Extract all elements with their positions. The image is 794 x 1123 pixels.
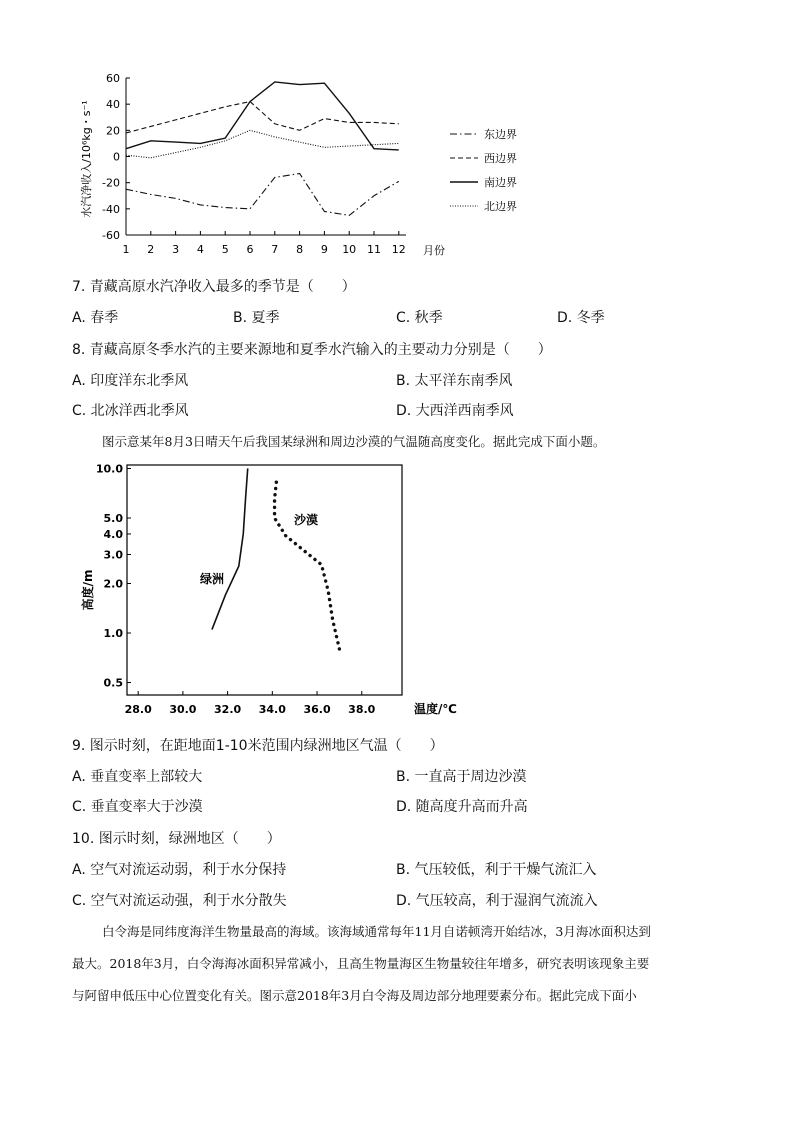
chart1-xtick-label: 10 [342,243,357,256]
chart1-xtick-label: 11 [367,243,381,256]
q7-option-b[interactable]: B. 夏季 [233,310,280,326]
chart2-xtick-label: 34.0 [258,703,286,716]
q10-option-c[interactable]: C. 空气对流运动强，利于水分散失 [72,893,287,909]
q8-option-d[interactable]: D. 大西洋西南季风 [396,403,514,419]
q7-option-a[interactable]: A. 春季 [72,310,119,326]
series-south-boundary [126,82,399,150]
chart2-ytick-label: 3.0 [103,548,123,562]
chart1-xtick-label: 8 [296,243,304,256]
q10-option-a[interactable]: A. 空气对流运动弱，利于水分保持 [72,862,287,878]
series-west-boundary [126,102,399,133]
chart2-frame [127,465,402,695]
legend-north-boundary: 北边界 [484,200,517,213]
chart1-xtick-label: 9 [320,243,328,256]
chart1-xtick-label: 3 [172,243,180,256]
legend-west-boundary: 西边界 [484,152,517,165]
chart1-xtick-label: 12 [391,243,406,256]
intro-oasis: 图示意某年8月3日晴天午后我国某绿洲和周边沙漠的气温随高度变化。据此完成下面小题。 [102,434,606,449]
chart2-xtick-label: 38.0 [348,703,376,716]
q9-option-a[interactable]: A. 垂直变率上部较大 [72,769,203,785]
chart2-ytick-label: 10.0 [95,462,123,476]
q7-option-d[interactable]: D. 冬季 [557,310,605,326]
chart1-ytick-label: -60 [102,229,120,242]
question-10: 10. 图示时刻，绿洲地区（ ） [72,831,281,847]
bering-paragraph-line3: 与阿留申低压中心位置变化有关。图示意2018年3月白令海及周边部分地理要素分布。据此完成下面小 [72,988,637,1003]
desert-label: 沙漠 [294,513,319,527]
oasis-label: 绿洲 [200,572,225,586]
series-desert [275,478,340,649]
chart2-ylabel: 高度/m [81,569,95,611]
q10-option-b[interactable]: B. 气压较低，利于干燥气流汇入 [396,862,597,878]
chart2-xlabel: 温度/℃ [414,702,457,716]
chart1-ytick-label: -40 [102,202,120,216]
chart2-ytick-label: 4.0 [103,527,123,541]
chart2-xtick-label: 30.0 [169,703,197,716]
chart1-xtick-label: 2 [147,243,155,256]
chart1-xtick-label: 7 [271,243,279,256]
chart2-xtick-label: 28.0 [124,703,152,716]
question-7: 7. 青藏高原水汽净收入最多的季节是（ ） [72,279,356,295]
chart2-ytick-label: 1.0 [103,627,123,641]
chart1-ytick-label: 60 [106,72,120,85]
q9-option-b[interactable]: B. 一直高于周边沙漠 [396,769,527,785]
water-vapor-chart [78,64,548,264]
chart1-x-unit: 月份 [423,244,445,257]
chart1-xtick-label: 5 [221,243,229,256]
chart1-ytick-label: -20 [102,176,120,190]
legend-south-boundary: 南边界 [484,176,517,189]
legend-east-boundary: 东边界 [484,128,517,141]
q7-option-c[interactable]: C. 秋季 [396,310,443,326]
question-8: 8. 青藏高原冬季水汽的主要来源地和夏季水汽输入的主要动力分别是（ ） [72,342,552,358]
chart1-ytick-label: 20 [106,124,120,138]
chart1-xtick-label: 4 [196,243,204,256]
chart1-ytick-label: 0 [113,150,120,164]
series-east-boundary [126,174,399,216]
chart2-ytick-label: 0.5 [103,676,123,690]
chart1-ylabel: 水汽净收入/10⁶kg・s⁻¹ [80,100,93,218]
bering-paragraph-line1: 白令海是同纬度海洋生物量最高的海域。该海域通常每年11月自诺顿湾开始结冰，3月海冰面积达到 [102,924,651,939]
chart1-xtick-label: 1 [122,243,130,256]
q8-option-a[interactable]: A. 印度洋东北季风 [72,373,189,389]
chart2-xtick-label: 32.0 [214,703,242,716]
bering-paragraph-line2: 最大。2018年3月，白令海海冰面积异常减小，且高生物量海区生物量较往年增多，研究表明该现象主要 [72,956,650,971]
q9-option-d[interactable]: D. 随高度升高而升高 [396,799,528,815]
chart2-ytick-label: 2.0 [103,577,123,591]
chart2-ytick-label: 5.0 [103,512,123,526]
series-oasis [212,468,248,629]
series-north-boundary [126,130,399,157]
q9-option-c[interactable]: C. 垂直变率大于沙漠 [72,799,203,815]
question-9: 9. 图示时刻，在距地面1-10米范围内绿洲地区气温（ ） [72,738,444,754]
q8-option-c[interactable]: C. 北冰洋西北季风 [72,403,189,419]
oasis-desert-chart [78,462,478,722]
q8-option-b[interactable]: B. 太平洋东南季风 [396,373,513,389]
q10-option-d[interactable]: D. 气压较高，利于湿润气流流入 [396,893,598,909]
chart1-xtick-label: 6 [246,243,254,256]
chart2-xtick-label: 36.0 [303,703,331,716]
chart1-ytick-label: 40 [106,98,120,112]
